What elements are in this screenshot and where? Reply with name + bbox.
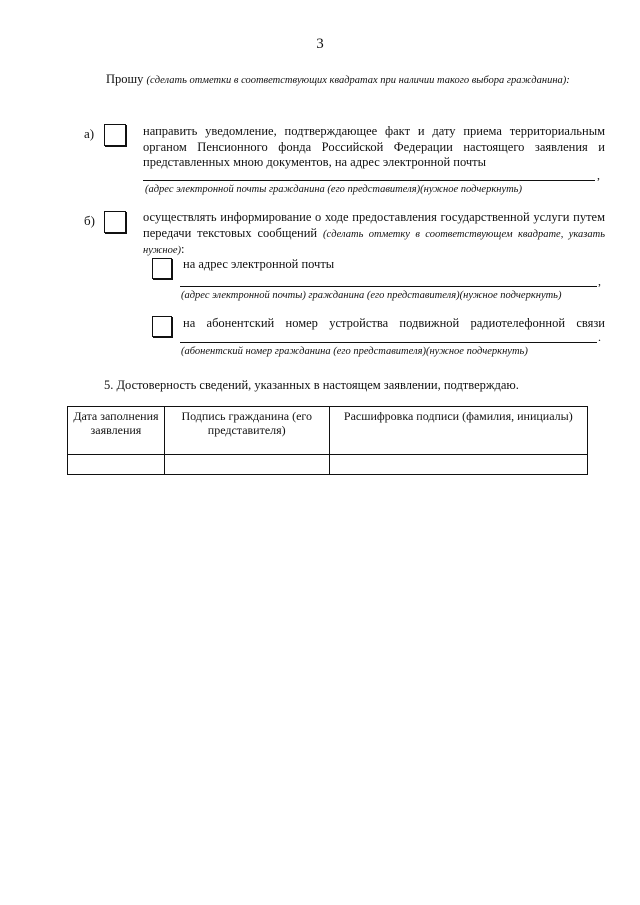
- sub-email-comma: ,: [598, 274, 601, 288]
- option-b-text: [143, 210, 605, 259]
- header-signature: Подпись гражданина (его представителя): [164, 407, 329, 455]
- option-b-colon: :: [181, 242, 185, 256]
- sub-phone-field[interactable]: [180, 342, 597, 343]
- sub-phone-period: .: [598, 330, 601, 344]
- confirmation-statement: 5. Достоверность сведений, указанных в настоящем заявлении, подтверждаю.: [104, 378, 519, 392]
- header-date: Дата заполнения заявления: [68, 407, 165, 455]
- option-a-comma: ,: [597, 168, 600, 182]
- date-cell[interactable]: [68, 455, 165, 475]
- option-a-label: а): [84, 126, 95, 141]
- header-name-decoding: Расшифровка подписи (фамилия, инициалы): [329, 407, 587, 455]
- option-a-checkbox[interactable]: [104, 124, 126, 146]
- option-b-checkbox[interactable]: [104, 211, 126, 233]
- page-number: 3: [316, 36, 324, 52]
- request-lead: Прошу: [106, 72, 144, 86]
- sub-email-caption: (адрес электронной почты) гражданина (его представителя)(нужное подчеркнуть): [181, 290, 562, 301]
- signature-table: [67, 406, 588, 475]
- option-b-note: (сделать отметку в соответствующем квадрате, указать нужное): [143, 228, 605, 256]
- option-b-main-text: осуществлять информирование о ходе предоставления государственной услуги путем передачи текстовых сообщений: [143, 210, 605, 240]
- option-a-caption: (адрес электронной почты гражданина (его представителя)(нужное подчеркнуть): [145, 184, 522, 195]
- sub-email-text: на адрес электронной почты: [183, 257, 335, 271]
- sub-email-field[interactable]: [180, 286, 597, 287]
- name-decoding-cell[interactable]: [329, 455, 587, 475]
- sub-phone-text: на абонентский номер устройства подвижной радиотелефонной связи: [183, 316, 605, 330]
- option-b-label: б): [84, 213, 95, 228]
- sub-phone-checkbox[interactable]: [152, 316, 172, 337]
- option-a-text: направить уведомление, подтверждающее факт и дату приема территориальным органом Пенсионного фонда Российской Федерации настоящего заявления и представленных мною документов, на адрес электронной почты: [143, 124, 605, 169]
- option-a-email-field[interactable]: [143, 180, 595, 181]
- signature-cell[interactable]: [164, 455, 329, 475]
- request-intro: [66, 72, 612, 89]
- request-note: (сделать отметки в соответствующих квадратах при наличии такого выбора гражданина):: [146, 75, 570, 86]
- sub-email-checkbox[interactable]: [152, 258, 172, 279]
- sub-phone-caption: (абонентский номер гражданина (его представителя)(нужное подчеркнуть): [181, 346, 528, 357]
